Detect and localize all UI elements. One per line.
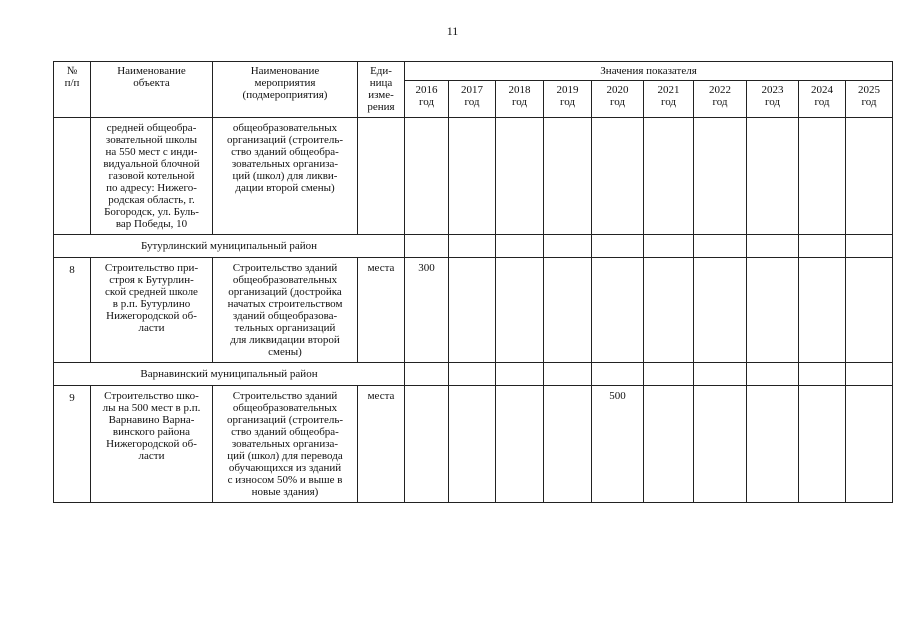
cell-value (799, 258, 846, 363)
header-year: 2019 год (544, 81, 592, 118)
empty-cell (544, 363, 592, 386)
cell-object: Строительство шко- лы на 500 мест в р.п. Варнавино Варна- винского района Нижегородской об- ласти (91, 386, 213, 503)
indicator-table (53, 61, 893, 503)
cell-value (799, 386, 846, 503)
header-values-group: Значения показателя (405, 62, 893, 81)
cell-object: средней общеобра- зовательной школы на 550 мест с инди- видуальной блочной газовой котельной по адресу: Нижего- родская область, г. Богородск, ул. Буль- вар Победы, 10 (91, 118, 213, 235)
cell-unit (358, 118, 405, 235)
empty-cell (694, 235, 747, 258)
cell-value (592, 118, 644, 235)
cell-measure: Строительство зданий общеобразовательных организаций (достройка начатых строительством зданий общеобразова- тельных организаций для ликвидации второй смены) (213, 258, 358, 363)
cell-value (846, 258, 893, 363)
section-title: Бутурлинский муниципальный район (54, 235, 405, 258)
cell-value (747, 386, 799, 503)
empty-cell (644, 363, 694, 386)
header-measure: Наименование мероприятия (подмероприятия) (213, 62, 358, 118)
header-unit: Еди- ница изме- рения (358, 62, 405, 118)
cell-measure: общеобразовательных организаций (строитель- ство зданий общеобра- зовательных организа- ций (школ) для ликви- дации второй смены) (213, 118, 358, 235)
empty-cell (799, 363, 846, 386)
cell-object: Строительство при- строя к Бутурлин- ской средней школе в р.п. Бутурлино Нижегородской об- ласти (91, 258, 213, 363)
cell-value (846, 118, 893, 235)
header-year: 2023 год (747, 81, 799, 118)
header-year: 2020 год (592, 81, 644, 118)
cell-value (449, 386, 496, 503)
cell-value (405, 118, 449, 235)
cell-value (592, 258, 644, 363)
empty-cell (496, 235, 544, 258)
cell-value (694, 258, 747, 363)
cell-unit: места (358, 386, 405, 503)
cell-value (747, 258, 799, 363)
section-row (54, 235, 893, 258)
table-row (54, 258, 893, 363)
empty-cell (747, 235, 799, 258)
header-year: 2018 год (496, 81, 544, 118)
cell-value (544, 386, 592, 503)
header-year: 2024 год (799, 81, 846, 118)
cell-value: 500 (592, 386, 644, 503)
empty-cell (405, 235, 449, 258)
cell-value (496, 118, 544, 235)
cell-value (496, 258, 544, 363)
empty-cell (846, 363, 893, 386)
table-body (54, 118, 893, 503)
empty-cell (496, 363, 544, 386)
cell-value (449, 258, 496, 363)
cell-value (644, 118, 694, 235)
cell-value (644, 386, 694, 503)
empty-cell (449, 363, 496, 386)
header-year: 2021 год (644, 81, 694, 118)
header-year: 2017 год (449, 81, 496, 118)
cell-num: 8 (54, 258, 91, 363)
cell-value (694, 386, 747, 503)
empty-cell (694, 363, 747, 386)
cell-value (644, 258, 694, 363)
cell-value: 300 (405, 258, 449, 363)
cell-value (747, 118, 799, 235)
cell-value (694, 118, 747, 235)
empty-cell (747, 363, 799, 386)
cell-value (496, 386, 544, 503)
header-num: № п/п (54, 62, 91, 118)
header-year: 2022 год (694, 81, 747, 118)
page-number: 11 (446, 24, 459, 38)
header-object: Наименование объекта (91, 62, 213, 118)
cell-value (846, 386, 893, 503)
empty-cell (449, 235, 496, 258)
cell-num (54, 118, 91, 235)
empty-cell (592, 235, 644, 258)
header-year: 2025 год (846, 81, 893, 118)
cell-unit: места (358, 258, 405, 363)
empty-cell (405, 363, 449, 386)
table-header (54, 62, 893, 118)
cell-value (405, 386, 449, 503)
cell-value (544, 118, 592, 235)
section-row (54, 363, 893, 386)
cell-num: 9 (54, 386, 91, 503)
empty-cell (592, 363, 644, 386)
table-row (54, 386, 893, 503)
cell-value (799, 118, 846, 235)
empty-cell (644, 235, 694, 258)
header-year: 2016 год (405, 81, 449, 118)
empty-cell (799, 235, 846, 258)
cell-measure: Строительство зданий общеобразовательных организаций (строитель- ство зданий общеобра- зовательных организа- ций (школ) для перевода обучающихся из зданий с износом 50% и выше в новые здания) (213, 386, 358, 503)
cell-value (449, 118, 496, 235)
section-title: Варнавинский муниципальный район (54, 363, 405, 386)
cell-value (544, 258, 592, 363)
table-row (54, 118, 893, 235)
empty-cell (846, 235, 893, 258)
empty-cell (544, 235, 592, 258)
